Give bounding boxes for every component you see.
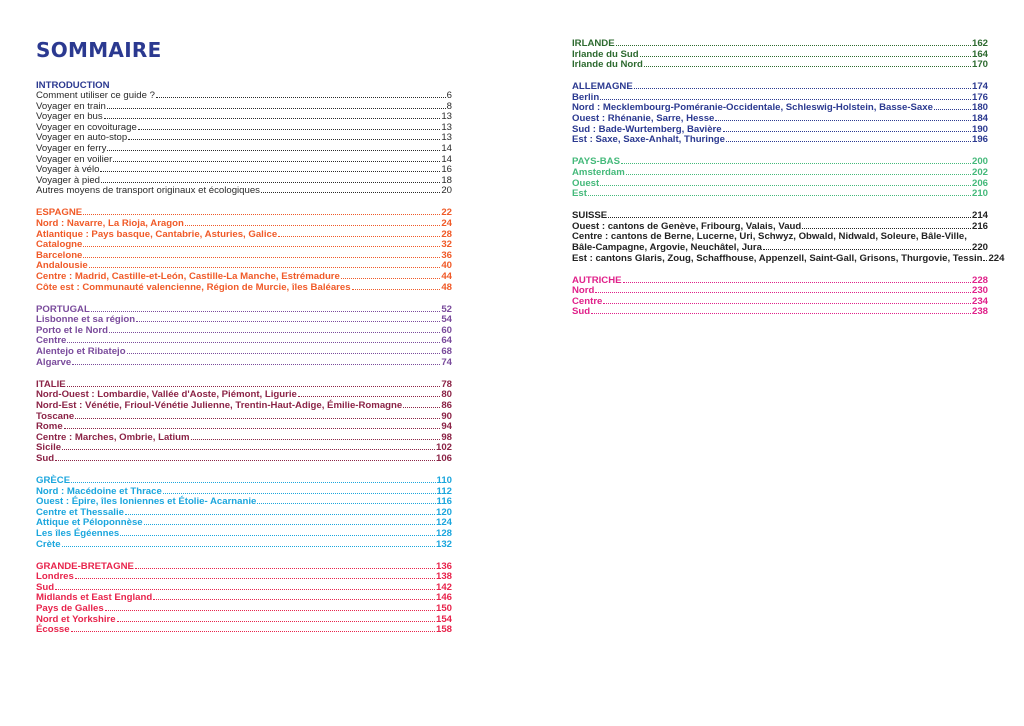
toc-page-number: 24: [441, 218, 452, 230]
toc-page-number: 238: [971, 306, 988, 318]
toc-page-number: 106: [435, 452, 452, 464]
toc-page-number: 180: [971, 102, 988, 114]
dot-leader: [89, 267, 441, 268]
toc-page-number: 120: [435, 506, 452, 518]
dot-leader: [120, 535, 435, 536]
toc-page-number: 210: [971, 188, 988, 200]
dot-leader: [71, 482, 435, 483]
toc-page-number: 132: [435, 538, 452, 550]
toc-entry[interactable]: [572, 286, 988, 297]
toc-page-number: 224: [988, 252, 1005, 264]
toc-entry-label: Écosse: [36, 624, 70, 636]
toc-page-number: 196: [971, 134, 988, 146]
toc-entry-label: AUTRICHE: [572, 274, 622, 286]
toc-entry-label: Centre : Madrid, Castille-et-León, Castille-La Manche, Estrémadure: [36, 271, 340, 282]
dot-leader: [608, 217, 971, 218]
toc-page-number: 60: [441, 324, 452, 336]
toc-section-suisse: [572, 210, 1005, 264]
toc-page-number: 124: [435, 517, 452, 529]
toc-entry-label: Atlantique : Pays basque, Cantabrie, Asturies, Galice: [36, 228, 278, 240]
toc-section-allemagne: [572, 82, 988, 146]
toc-entry-label: Andalousie: [36, 260, 88, 272]
dot-leader: [616, 45, 971, 46]
toc-entry-label: Côte est : Communauté valencienne, Région de Murcie, îles Baléares: [36, 281, 351, 293]
toc-page-number: 116: [436, 496, 452, 508]
toc-entry-label: ALLEMAGNE: [572, 81, 633, 93]
toc-entry-label: PAYS-BAS: [572, 156, 620, 168]
dot-leader: [185, 225, 440, 226]
toc-entry-label: Barcelone: [36, 249, 83, 261]
dot-leader: [763, 249, 971, 250]
toc-page-number: 94: [441, 421, 452, 433]
dot-leader: [64, 428, 441, 429]
dot-leader: [278, 236, 440, 237]
toc-page-number: 216: [971, 220, 988, 232]
toc-entry-label: Ouest : cantons de Genève, Fribourg, Valais, Vaud: [572, 220, 802, 232]
dot-leader: [55, 460, 435, 461]
toc-entry[interactable]: [572, 189, 988, 200]
toc-page-number: 40: [441, 260, 452, 272]
toc-page-number: 14: [441, 153, 452, 165]
toc-entry[interactable]: [36, 272, 452, 283]
toc-entry-label: Les îles Égéennes: [36, 527, 120, 539]
toc-section-portugal: [36, 305, 452, 369]
toc-entry[interactable]: [36, 326, 452, 337]
toc-entry-label: Nord : Mecklembourg-Poméranie-Occidentale, Schleswig-Holstein, Basse-Saxe: [572, 102, 933, 114]
toc-entry-label: Nord: [572, 285, 595, 297]
toc-page-number: 110: [436, 475, 452, 486]
toc-page-number: 112: [436, 485, 452, 497]
toc-page-number: 14: [441, 142, 452, 154]
toc-entry-label: Sud: [36, 581, 55, 593]
toc-page-number: 74: [441, 356, 452, 368]
toc-entry[interactable]: [36, 347, 452, 358]
toc-entry-label: Bâle-Campagne, Argovie, Neuchâtel, Jura: [572, 242, 762, 253]
toc-entry-label: Voyager à pied: [36, 174, 101, 186]
toc-page-number: 54: [441, 314, 452, 326]
toc-entry-label: Sicile: [36, 442, 62, 454]
toc-entry[interactable]: [572, 252, 1005, 265]
dot-leader: [138, 129, 441, 130]
toc-entry-label: Ouest: [572, 177, 600, 189]
toc-entry[interactable]: [36, 251, 452, 262]
toc-page-number: 16: [441, 164, 452, 176]
dot-leader: [163, 493, 436, 494]
toc-heading-pays-bas[interactable]: [572, 157, 988, 168]
toc-section-pays-bas: [572, 157, 988, 199]
toc-entry-label: Comment utiliser ce guide ?: [36, 90, 155, 101]
toc-entry-label: Alentejo et Ribatejo: [36, 346, 126, 358]
dot-leader: [153, 599, 435, 600]
toc-entry[interactable]: [36, 358, 452, 369]
toc-page-number: 6: [446, 90, 452, 101]
toc-entry-label: Voyager en voilier: [36, 153, 113, 165]
toc-entry[interactable]: [36, 412, 452, 423]
dot-leader: [135, 568, 435, 569]
toc-page-number: 184: [971, 113, 988, 125]
dot-leader: [257, 503, 435, 504]
toc-entry-label: Amsterdam: [572, 166, 625, 178]
toc-entry[interactable]: [36, 540, 452, 551]
toc-page-number: 80: [441, 389, 452, 401]
toc-page-number: 78: [441, 378, 452, 390]
toc-entry[interactable]: [572, 60, 988, 71]
toc-entry-label: Irlande du Sud: [572, 48, 639, 60]
toc-entry[interactable]: [572, 135, 988, 146]
toc-entry-label: Est: [572, 188, 587, 200]
toc-page-number: 28: [441, 228, 452, 240]
dot-leader: [109, 332, 440, 333]
toc-entry-label: Centre et Thessalie: [36, 506, 124, 518]
dot-leader: [600, 99, 971, 100]
dot-leader: [67, 386, 441, 387]
toc-entry-label: Voyager en bus: [36, 111, 103, 123]
dot-leader: [127, 353, 441, 354]
toc-entry-label: ITALIE: [36, 378, 66, 390]
toc-entry[interactable]: [572, 168, 988, 179]
dot-leader: [802, 228, 971, 229]
toc-entry-label: ESPAGNE: [36, 207, 83, 219]
toc-heading-grece[interactable]: [36, 476, 452, 487]
toc-entry[interactable]: [572, 179, 988, 190]
dot-leader: [591, 313, 971, 314]
toc-entry-label: Nord-Ouest : Lombardie, Vallée d'Aoste, Piémont, Ligurie: [36, 389, 297, 401]
toc-page-number: 158: [435, 624, 452, 636]
dot-leader: [144, 524, 435, 525]
toc-page-number: 8: [446, 100, 452, 112]
dot-leader: [640, 56, 971, 57]
toc-entry-label: Voyager en train: [36, 100, 106, 112]
toc-page-number: 48: [441, 281, 452, 293]
toc-left-column: [36, 80, 452, 647]
toc-page-number: 36: [441, 249, 452, 261]
toc-page-number: 142: [435, 581, 452, 593]
toc-entry[interactable]: [572, 307, 988, 318]
dot-leader: [107, 108, 446, 109]
dot-leader: [75, 418, 440, 419]
toc-page-number: 44: [441, 271, 452, 282]
toc-right-column: [572, 38, 1005, 330]
dot-leader: [71, 631, 435, 632]
dot-leader: [588, 195, 971, 196]
dot-leader: [101, 182, 440, 183]
toc-page-number: 13: [441, 111, 452, 123]
toc-entry-label: Nord-Est : Vénétie, Frioul-Vénétie Julienne, Trentin-Haut-Adige, Émilie-Romagne: [36, 399, 403, 411]
toc-entry-label: Sud: [36, 452, 55, 464]
toc-entry-label: Nord : Macédoine et Thrace: [36, 485, 162, 497]
dot-leader: [603, 303, 971, 304]
toc-entry-label: Voyager en ferry: [36, 142, 107, 154]
toc-entry[interactable]: [36, 240, 452, 251]
dot-leader: [634, 88, 971, 89]
toc-entry-label: Crète: [36, 538, 61, 550]
toc-section-irlande: [572, 39, 988, 71]
toc-page-number: 98: [441, 431, 452, 443]
toc-page-number: 230: [971, 285, 988, 297]
toc-entry-label: Algarve: [36, 356, 72, 368]
toc-entry-label: Centre: [36, 335, 67, 347]
toc-page-number: 138: [435, 571, 452, 583]
dot-leader: [107, 150, 440, 151]
toc-page-number: 234: [971, 295, 988, 307]
dot-leader: [55, 589, 435, 590]
toc-page-number: 164: [971, 48, 988, 60]
toc-entry-label: Sud : Bade-Wurtemberg, Bavière: [572, 123, 722, 135]
toc-entry-label: Centre: [572, 295, 603, 307]
dot-leader: [156, 97, 446, 98]
dot-leader: [62, 546, 435, 547]
toc-entry-label: Porto et le Nord: [36, 324, 108, 336]
toc-entry-label: GRÈCE: [36, 475, 71, 486]
dot-leader: [644, 66, 971, 67]
toc-page-number: 200: [971, 156, 988, 168]
dot-leader: [261, 192, 440, 193]
toc-page-number: 20: [441, 185, 452, 197]
dot-leader: [83, 246, 440, 247]
toc-entry-label: Catalogne: [36, 239, 83, 251]
dot-leader: [191, 439, 441, 440]
toc-entry[interactable]: [572, 243, 988, 254]
dot-leader: [934, 109, 971, 110]
toc-page-number: 154: [435, 613, 452, 625]
toc-entry-label: Pays de Galles: [36, 603, 104, 615]
dot-leader: [125, 514, 435, 515]
dot-leader: [105, 610, 435, 611]
toc-section-grece: [36, 476, 452, 550]
dot-leader: [72, 364, 440, 365]
toc-page-number: 162: [971, 38, 988, 49]
toc-entry-label: PORTUGAL: [36, 303, 90, 315]
toc-page-number: 13: [441, 121, 452, 133]
toc-entry[interactable]: [36, 433, 452, 444]
toc-page-number: 102: [435, 442, 452, 454]
toc-page-number: 170: [971, 59, 988, 71]
toc-entry-label: Centre : Marches, Ombrie, Latium: [36, 431, 190, 443]
toc-entry-label: Autres moyens de transport originaux et écologiques: [36, 185, 260, 197]
toc-entry-label: Ouest : Rhénanie, Sarre, Hesse: [572, 113, 715, 125]
dot-leader: [91, 311, 440, 312]
toc-page-number: 150: [435, 603, 452, 615]
dot-leader: [128, 139, 440, 140]
toc-entry-label: Lisbonne et sa région: [36, 314, 136, 326]
toc-entry[interactable]: [36, 401, 452, 412]
dot-leader: [983, 260, 987, 261]
toc-entry[interactable]: [572, 297, 988, 308]
toc-entry-label: SUISSE: [572, 210, 608, 222]
toc-page-number: 206: [971, 177, 988, 189]
toc-entry[interactable]: [36, 454, 452, 465]
toc-page-number: 128: [435, 527, 452, 539]
toc-entry-label: Berlin: [572, 91, 600, 103]
toc-entry-label: Rome: [36, 421, 63, 433]
toc-page-number: 190: [971, 123, 988, 135]
toc-entry-label: Centre : cantons de Berne, Lucerne, Uri, Schwyz, Obwald, Nidwald, Soleure, Bâle-Ville,: [572, 231, 967, 243]
dot-leader: [104, 118, 441, 119]
toc-entry-label: Voyager en auto-stop: [36, 132, 128, 144]
page-title: SOMMAIRE: [36, 38, 162, 62]
toc-page-number: 86: [441, 399, 452, 411]
dot-leader: [600, 185, 971, 186]
toc-entry[interactable]: [36, 283, 452, 294]
toc-page-number: 22: [441, 207, 452, 219]
toc-section-italie: [36, 380, 452, 465]
dot-leader: [341, 278, 440, 279]
dot-leader: [62, 449, 435, 450]
dot-leader: [352, 289, 441, 290]
toc-entry-label: Nord et Yorkshire: [36, 613, 116, 625]
toc-entry-label: Londres: [36, 571, 74, 583]
toc-page-number: 146: [435, 592, 452, 604]
toc-heading-autriche[interactable]: [572, 276, 988, 287]
toc-page-number: 220: [971, 242, 988, 253]
toc-section-espagne: [36, 208, 452, 293]
dot-leader: [136, 321, 440, 322]
toc-entry-label: Voyager à vélo: [36, 164, 100, 176]
toc-page-number: 52: [441, 303, 452, 315]
toc-page-number: 228: [971, 274, 988, 286]
toc-page-number: 176: [971, 91, 988, 103]
toc-entry-label: Voyager en covoiturage: [36, 121, 137, 133]
toc-entry[interactable]: [36, 529, 452, 540]
dot-leader: [715, 120, 971, 121]
dot-leader: [67, 342, 440, 343]
toc-heading-grande-bretagne[interactable]: [36, 562, 452, 573]
toc-entry-label: Est : cantons Glaris, Zoug, Schaffhouse, Appenzell, Saint-Gall, Grisons, Thurgovie, Tessin: [572, 252, 983, 264]
toc-page-number: 202: [971, 166, 988, 178]
toc-page-number: 136: [435, 560, 452, 572]
toc-entry[interactable]: [36, 625, 452, 636]
toc-entry[interactable]: [36, 572, 452, 583]
toc-entry-label: IRLANDE: [572, 38, 615, 49]
toc-page-number: 68: [441, 346, 452, 358]
toc-entry[interactable]: [36, 230, 452, 241]
toc-page-number: 18: [441, 174, 452, 186]
dot-leader: [113, 161, 440, 162]
dot-leader: [83, 257, 440, 258]
toc-page-number: 90: [441, 410, 452, 422]
toc-section-grande-bretagne: [36, 562, 452, 636]
toc-section-autriche: [572, 276, 988, 318]
dot-leader: [723, 131, 971, 132]
toc-page-number: 13: [441, 132, 452, 144]
toc-heading-introduction: INTRODUCTION: [36, 80, 110, 91]
toc-heading-irlande[interactable]: [572, 39, 988, 50]
dot-leader: [403, 407, 440, 408]
toc-entry[interactable]: [36, 615, 452, 626]
toc-entry-label: Nord : Navarre, La Rioja, Aragon: [36, 218, 184, 230]
dot-leader: [75, 578, 435, 579]
toc-heading-allemagne[interactable]: [572, 82, 988, 93]
dot-leader: [623, 282, 971, 283]
toc-entry[interactable]: [36, 91, 452, 102]
toc-page-number: 64: [441, 335, 452, 347]
toc-entry-label: Midlands et East England: [36, 592, 153, 604]
toc-page-number: 214: [971, 210, 988, 222]
toc-entry-label: Ouest : Épire, îles Ioniennes et Étolie- Acarnanie: [36, 496, 257, 508]
dot-leader: [298, 396, 441, 397]
toc-entry[interactable]: [36, 443, 452, 454]
dot-leader: [83, 214, 440, 215]
toc-section-introduction: [36, 80, 452, 197]
toc-entry[interactable]: [36, 144, 452, 155]
toc-entry[interactable]: [36, 186, 452, 197]
dot-leader: [726, 141, 971, 142]
toc-entry-label: Attique et Péloponnèse: [36, 517, 143, 529]
toc-entry-label: Sud: [572, 306, 591, 318]
dot-leader: [595, 292, 971, 293]
dot-leader: [621, 163, 971, 164]
toc-entry-label: GRANDE-BRETAGNE: [36, 560, 134, 572]
toc-entry-label: Irlande du Nord: [572, 59, 643, 71]
dot-leader: [626, 174, 971, 175]
toc-entry-label: Est : Saxe, Saxe-Anhalt, Thuringe: [572, 134, 726, 146]
toc-entry-label: Toscane: [36, 410, 75, 422]
toc-page-number: 174: [971, 81, 988, 93]
dot-leader: [100, 171, 440, 172]
toc-page-number: 32: [441, 239, 452, 251]
dot-leader: [117, 621, 435, 622]
